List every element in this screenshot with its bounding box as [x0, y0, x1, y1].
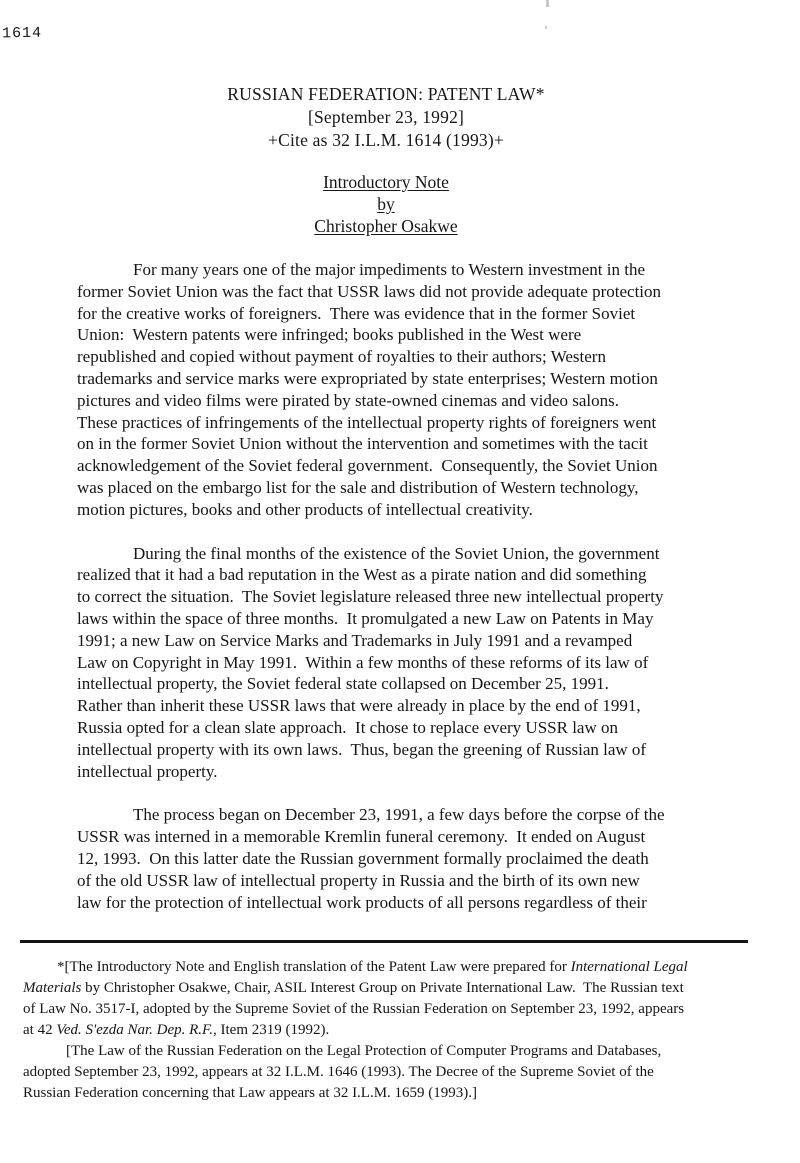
text-line: intellectual property.	[77, 761, 218, 781]
italic-text-segment: International Legal	[570, 959, 688, 975]
text-segment: at 42	[23, 1022, 57, 1038]
text-line: For many years one of the major impediments to Western investment in the	[133, 260, 645, 279]
text-line: Rather than inherit these USSR laws that were already in place by the end of 1991,	[77, 696, 641, 716]
text-line: laws within the space of three months. It promulgated a new Law on Patents in May	[77, 608, 654, 628]
text-line	[23, 978, 768, 999]
text-line	[23, 957, 768, 978]
document-header	[0, 83, 772, 152]
text-line: motion pictures, books and other products of intellectual creativity.	[77, 499, 533, 519]
text-line: to correct the situation. The Soviet legislature released three new intellectual property	[77, 587, 664, 607]
scan-artifact	[545, 26, 547, 29]
document-title: RUSSIAN FEDERATION: PATENT LAW*	[227, 84, 545, 104]
text-line: pictures and video films were pirated by state-owned cinemas and video salons.	[77, 390, 619, 410]
text-line: acknowledgement of the Soviet federal government. Consequently, the Soviet Union	[77, 456, 658, 476]
paragraph-2	[77, 543, 787, 783]
text-line: The process began on December 23, 1991, a few days before the corpse of the	[133, 805, 665, 825]
text-line: of the old USSR law of intellectual property in Russia and the birth of its own new	[77, 870, 640, 890]
text-line: During the final months of the existence of the Soviet Union, the government	[133, 543, 660, 563]
text-line: on in the former Soviet Union without the intervention and sometimes with the tacit	[77, 434, 648, 454]
intro-note-by: by	[377, 194, 395, 214]
main-text	[77, 259, 787, 913]
paragraph-3	[77, 804, 787, 913]
text-line: intellectual property, the Soviet federal state collapsed on December 25, 1991.	[77, 674, 609, 694]
document-date-line: [September 23, 1992]	[307, 107, 465, 127]
text-line: These practices of infringements of the intellectual property rights of foreigners went	[77, 412, 657, 432]
text-line: [The Law of the Russian Federation on the Legal Protection of Computer Programs and Databases,	[66, 1043, 662, 1059]
paragraph-1	[77, 259, 787, 521]
text-line: former Soviet Union was the fact that USSR laws did not provide adequate protection	[77, 281, 662, 301]
text-line: republished and copied without payment of royalties to their authors; Western	[77, 347, 606, 367]
text-line: law for the protection of intellectual work products of all persons regardless of their	[77, 892, 647, 912]
scan-artifact	[546, 0, 549, 7]
introductory-note-heading-block	[0, 171, 772, 237]
italic-text-segment: Ved. S'ezda Nar. Dep. R.F.	[56, 1022, 214, 1038]
text-segment: *[The Introductory Note and English translation of the Patent Law were prepared for	[57, 959, 571, 975]
text-segment: by Christopher Osakwe, Chair, ASIL Interest Group on Private International Law. The Russian text	[81, 980, 684, 996]
footnote-divider-rule	[20, 940, 748, 943]
footnote-2	[23, 1041, 768, 1104]
text-line: for the creative works of foreigners. There was evidence that in the former Soviet	[77, 303, 636, 323]
text-line: Russia opted for a clean slate approach. It chose to replace every USSR law on	[77, 717, 618, 737]
text-line: intellectual property with its own laws. Thus, began the greening of Russian law of	[77, 739, 647, 759]
page-number: 1614	[1, 24, 43, 43]
text-line: of Law No. 3517-I, adopted by the Supreme Soviet of the Russian Federation on September 23, 1992, appears	[23, 1001, 685, 1017]
text-line: realized that it had a bad reputation in the West as a pirate nation and did something	[77, 565, 647, 585]
text-line: Russian Federation concerning that Law appears at 32 I.L.M. 1659 (1993).]	[23, 1085, 478, 1101]
footnote-block	[23, 957, 768, 1104]
text-line: 12, 1993. On this latter date the Russian government formally proclaimed the death	[77, 848, 649, 868]
text-line: Law on Copyright in May 1991. Within a few months of these reforms of its law of	[77, 652, 649, 672]
text-line: USSR was interned in a memorable Kremlin funeral ceremony. It ended on August	[77, 827, 646, 847]
text-line: 1991; a new Law on Service Marks and Trademarks in July 1991 and a revamped	[77, 630, 633, 650]
text-line: adopted September 23, 1992, appears at 32 I.L.M. 1646 (1993). The Decree of the Supreme Soviet of the	[23, 1064, 654, 1080]
text-line	[23, 1020, 768, 1041]
text-line: trademarks and service marks were expropriated by state enterprises; Western motion	[77, 368, 658, 388]
footnote-1	[23, 957, 768, 1041]
italic-text-segment: Materials	[23, 980, 82, 996]
text-line: Union: Western patents were infringed; books published in the West were	[77, 325, 582, 345]
citation-line: +Cite as 32 I.L.M. 1614 (1993)+	[268, 130, 504, 150]
text-line: was placed on the embargo list for the sale and distribution of Western technology,	[77, 477, 639, 497]
text-segment: , Item 2319 (1992).	[213, 1022, 330, 1038]
intro-note-author: Christopher Osakwe	[314, 216, 458, 236]
intro-note-heading: Introductory Note	[323, 172, 449, 192]
